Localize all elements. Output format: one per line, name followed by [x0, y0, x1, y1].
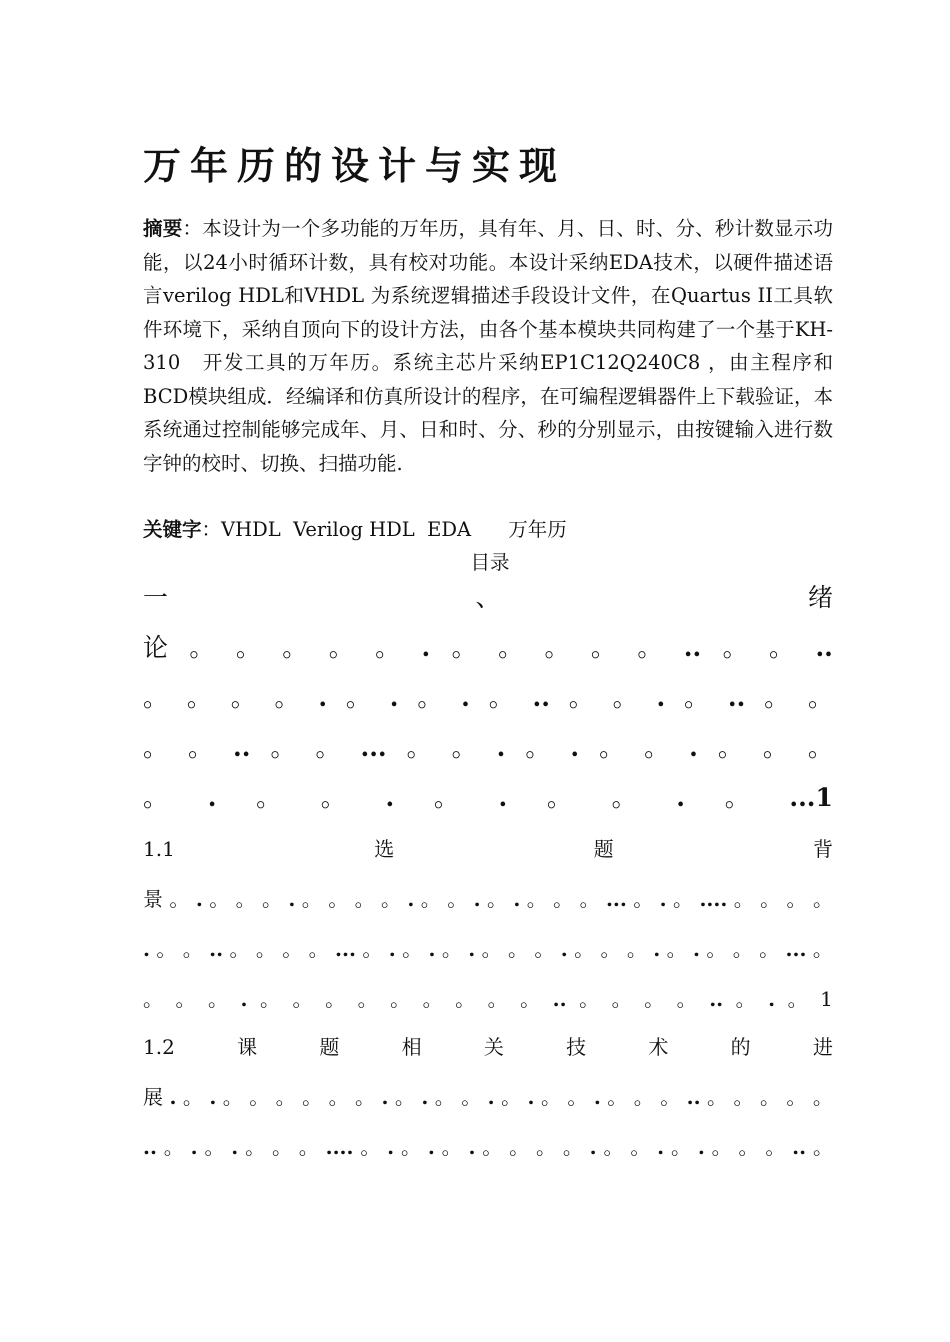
toc-line — [143, 728, 833, 768]
toc-token: 。 — [568, 683, 594, 712]
toc-token: 。 — [451, 633, 477, 662]
toc-token: 。 — [607, 1085, 628, 1109]
keywords-label: 关键字 — [143, 518, 202, 541]
toc-token: . — [697, 1135, 705, 1159]
toc-token: 展 — [143, 1085, 163, 1109]
toc-token: 。 — [394, 1085, 415, 1109]
toc-token: 。 — [301, 887, 322, 911]
toc-token: 。 — [599, 733, 625, 762]
toc-token: 。 — [169, 887, 190, 911]
toc-token: 。 — [298, 1135, 319, 1159]
toc-token: 。 — [574, 937, 595, 961]
toc-token: 。 — [626, 937, 647, 961]
toc-token: . — [427, 1135, 435, 1159]
toc-token: 。 — [562, 1135, 583, 1159]
toc-token: 。 — [786, 1085, 807, 1109]
toc-token: 的 — [730, 1035, 751, 1059]
toc-token: . — [768, 987, 776, 1011]
toc-token: .. — [233, 733, 251, 762]
toc-token: 。 — [666, 937, 687, 961]
toc-token: 。 — [540, 1085, 561, 1109]
toc-token: 。 — [487, 987, 508, 1011]
toc-token: .. — [792, 1135, 807, 1159]
toc-token: .. — [815, 633, 833, 662]
toc-token: 。 — [759, 1085, 780, 1109]
toc-token: 。 — [611, 987, 632, 1011]
toc-token: 。 — [209, 887, 230, 911]
abstract-label: 摘要 — [143, 217, 183, 240]
toc-token: 。 — [600, 937, 621, 961]
toc-title: 目录 — [470, 551, 510, 574]
toc-token: 。 — [707, 1085, 728, 1109]
toc-token: . — [560, 937, 568, 961]
toc-line — [143, 1130, 833, 1164]
toc-token: 。 — [567, 1085, 588, 1109]
toc-token: 论 — [143, 633, 169, 662]
toc-token: 背 — [812, 837, 833, 861]
toc-token: 。 — [357, 987, 378, 1011]
toc-token: .. — [686, 1085, 701, 1109]
toc-token: 。 — [759, 937, 780, 961]
toc-token: 。 — [274, 683, 300, 712]
toc-token: 。 — [590, 633, 616, 662]
toc-token: .. — [683, 633, 702, 662]
toc-token: 题 — [593, 837, 614, 861]
toc-token: 。 — [270, 733, 296, 762]
toc-token: . — [513, 887, 521, 911]
toc-token: 。 — [434, 1085, 455, 1109]
toc-token: 。 — [525, 733, 551, 762]
keywords-line — [143, 513, 567, 546]
keywords-separator: ： — [201, 518, 222, 541]
toc-token: 。 — [255, 937, 276, 961]
document-title: 万年历的设计与实现 — [143, 144, 567, 188]
toc-token: 。 — [143, 733, 169, 762]
toc-token: 。 — [355, 1085, 376, 1109]
toc-token: 。 — [420, 887, 441, 911]
toc-token: 。 — [684, 683, 710, 712]
toc-token: 。 — [143, 683, 169, 712]
abstract-text: 本设计为一个多功能的万年历，具有年、月、日、时、分、秒计数显示功能，以24小时循环计数，具有校对功能。本设计采纳EDA技术，以硬件描述语言verilog HDL和VHDL 为系统逻辑描述手段设计文件，在Quartus II工具软件环境下，采纳自顶向下的设计方法，由各个基本模块共同构建了一个基于KH-310 开发工具的万年历。系统主芯片采纳EP1C12Q240C8 ，由主程序和BCD模块组成．经编译和仿真所设计的程序，在可编程逻辑器件上下载验证，本系统通过控制能够完成年、月、日和时、分、秒的分别显示，由按键输入进行数字钟的校时、切换、扫描功能. — [143, 217, 833, 475]
toc-token: 。 — [315, 733, 341, 762]
toc-token: 。 — [249, 1085, 270, 1109]
toc-token: . — [318, 683, 328, 712]
toc-token: 。 — [676, 987, 697, 1011]
toc-token: .. — [727, 683, 746, 712]
toc-token: 。 — [441, 1135, 462, 1159]
toc-token: . — [288, 887, 296, 911]
toc-token: 。 — [422, 987, 443, 1011]
toc-token: 。 — [275, 1085, 296, 1109]
toc-token: 1 — [820, 987, 833, 1011]
toc-token: 。 — [235, 887, 256, 911]
toc-token: . — [527, 1085, 535, 1109]
toc-token: 。 — [229, 937, 250, 961]
toc-token: .. — [143, 1135, 157, 1159]
toc-token: 选 — [374, 837, 395, 861]
toc-token: 。 — [328, 1085, 349, 1109]
toc-token: 。 — [375, 633, 401, 662]
toc-token: . — [656, 683, 666, 712]
toc-token: . — [570, 733, 580, 762]
toc-token: . — [659, 887, 667, 911]
toc-token: 。 — [812, 887, 833, 911]
toc-token: 。 — [256, 783, 282, 812]
toc-token: 。 — [447, 887, 468, 911]
toc-token: 。 — [320, 783, 346, 812]
toc-token: 。 — [230, 683, 256, 712]
toc-token: 术 — [648, 1035, 669, 1059]
toc-line — [143, 578, 833, 618]
toc-line — [143, 678, 833, 718]
toc-token: 。 — [451, 733, 477, 762]
toc-token: . — [693, 937, 700, 961]
abstract-separator: ： — [182, 217, 203, 240]
toc-token: 。 — [302, 1085, 323, 1109]
toc-line — [143, 1030, 833, 1064]
toc-token: 。 — [660, 1085, 681, 1109]
toc-token: . — [407, 887, 415, 911]
toc-token: 。 — [633, 887, 654, 911]
toc-token: 。 — [402, 937, 423, 961]
toc-token: . — [389, 683, 399, 712]
toc-token: 。 — [611, 783, 637, 812]
toc-token: 。 — [786, 887, 807, 911]
toc-token: 。 — [455, 987, 476, 1011]
toc-token: 。 — [764, 683, 790, 712]
toc-token: 。 — [282, 633, 308, 662]
toc-token: 、 — [475, 583, 501, 612]
toc-token: . — [421, 633, 431, 662]
toc-token: . — [496, 733, 506, 762]
toc-token: 。 — [501, 1085, 522, 1109]
toc-token: 。 — [735, 987, 756, 1011]
toc-token: 。 — [603, 1135, 624, 1159]
toc-token: 。 — [732, 937, 753, 961]
toc-token: 。 — [328, 633, 354, 662]
toc-token: 。 — [507, 937, 528, 961]
toc-token: . — [385, 783, 395, 812]
toc-token: 。 — [787, 987, 808, 1011]
toc-token: 。 — [706, 937, 727, 961]
toc-token: 。 — [807, 683, 833, 712]
toc-token: 。 — [208, 987, 229, 1011]
toc-token: 。 — [362, 937, 383, 961]
toc-token: . — [190, 1135, 198, 1159]
toc-token: . — [657, 1135, 665, 1159]
toc-token: 课 — [237, 1035, 258, 1059]
toc-token: 。 — [308, 937, 329, 961]
toc-token: 。 — [762, 733, 788, 762]
toc-token: 。 — [235, 633, 261, 662]
toc-token: 相 — [401, 1035, 422, 1059]
toc-token: 。 — [630, 1135, 651, 1159]
toc-token: 。 — [360, 1135, 381, 1159]
toc-token: 。 — [417, 683, 443, 712]
toc-token: 。 — [535, 1135, 556, 1159]
toc-token: ... — [605, 887, 627, 911]
toc-token: . — [689, 733, 698, 762]
toc-token: . — [498, 783, 508, 812]
toc-token: 。 — [769, 633, 795, 662]
toc-token: 。 — [292, 987, 313, 1011]
toc-token: . — [231, 1135, 239, 1159]
toc-token: 。 — [143, 783, 169, 812]
toc-token: . — [468, 937, 476, 961]
toc-token: . — [209, 1085, 217, 1109]
toc-token: . — [653, 937, 661, 961]
toc-token: 。 — [488, 683, 514, 712]
toc-token: 绪 — [807, 583, 833, 612]
toc-token: 。 — [526, 887, 547, 911]
toc-token: 题 — [319, 1035, 340, 1059]
toc-token: . — [207, 783, 217, 812]
toc-line — [143, 778, 833, 818]
toc-token: 。 — [482, 1135, 503, 1159]
toc-token: 。 — [633, 1085, 654, 1109]
toc-token: 。 — [812, 937, 833, 961]
toc-token: . — [473, 887, 481, 911]
toc-token: 。 — [553, 887, 574, 911]
toc-token: 。 — [204, 1135, 225, 1159]
toc-token: . — [381, 1085, 389, 1109]
toc-token: . — [195, 887, 203, 911]
toc-token: 。 — [433, 783, 459, 812]
toc-token: 。 — [546, 783, 572, 812]
toc-token: 。 — [328, 887, 349, 911]
toc-token: 。 — [186, 683, 212, 712]
toc-token: . — [461, 683, 470, 712]
toc-token: 。 — [765, 1135, 786, 1159]
toc-token: 。 — [612, 683, 638, 712]
toc-token: 。 — [738, 1135, 759, 1159]
toc-token: 。 — [711, 1135, 732, 1159]
toc-token: 。 — [381, 887, 401, 911]
toc-line — [143, 1080, 833, 1114]
toc-token: 。 — [182, 1085, 203, 1109]
toc-token: ...1 — [789, 783, 833, 812]
toc-token: . — [240, 987, 248, 1011]
toc-token: 。 — [481, 937, 502, 961]
toc-token: . — [387, 1135, 395, 1159]
toc-token: .... — [699, 887, 728, 911]
toc-token: 。 — [498, 633, 524, 662]
toc-token: 。 — [486, 887, 507, 911]
toc-token: 。 — [345, 683, 371, 712]
toc-token: . — [468, 1135, 476, 1159]
toc-token: . — [169, 1085, 177, 1109]
toc-token: 。 — [637, 633, 663, 662]
toc-token: . — [388, 937, 396, 961]
toc-token: ... — [785, 937, 807, 961]
toc-line — [143, 882, 833, 916]
toc-token: 。 — [222, 1085, 243, 1109]
toc-token: 。 — [441, 937, 462, 961]
toc-token: 。 — [724, 783, 750, 812]
toc-token: 。 — [175, 987, 196, 1011]
toc-token: 。 — [354, 887, 375, 911]
toc-line — [143, 982, 833, 1016]
toc-token: 。 — [644, 733, 670, 762]
toc-token: 。 — [544, 633, 570, 662]
toc-token: 。 — [271, 1135, 292, 1159]
toc-token: .. — [209, 937, 224, 961]
toc-token: 。 — [262, 887, 282, 911]
toc-token: 一 — [143, 583, 169, 612]
toc-token: 。 — [188, 733, 214, 762]
toc-token: 。 — [182, 937, 203, 961]
toc-token: 。 — [143, 987, 163, 1011]
toc-token: 。 — [644, 987, 665, 1011]
toc-token: .... — [325, 1135, 354, 1159]
toc-token: ... — [360, 733, 387, 762]
toc-token: .. — [709, 987, 724, 1011]
toc-token: 1.2 — [143, 1035, 175, 1059]
toc-line — [143, 932, 833, 966]
toc-token: 。 — [509, 1135, 530, 1159]
toc-token: 进 — [812, 1035, 833, 1059]
toc-token: 。 — [520, 987, 541, 1011]
toc-token: 。 — [717, 733, 743, 762]
toc-token: 。 — [722, 633, 748, 662]
toc-token: 。 — [807, 733, 833, 762]
toc-token: . — [143, 937, 150, 961]
toc-token: 。 — [812, 1135, 833, 1159]
toc-token: 。 — [282, 937, 303, 961]
toc-token: 1.1 — [143, 837, 175, 861]
toc-token: . — [421, 1085, 429, 1109]
toc-token: 。 — [760, 887, 781, 911]
toc-token: 。 — [673, 887, 694, 911]
toc-token: 。 — [156, 937, 177, 961]
toc-token: 关 — [483, 1035, 504, 1059]
toc-token: . — [676, 783, 686, 812]
toc-token: 。 — [245, 1135, 266, 1159]
toc-token: 。 — [260, 987, 281, 1011]
toc-token: ... — [335, 937, 356, 961]
toc-line — [143, 832, 833, 866]
toc-token: .. — [532, 683, 550, 712]
toc-token: 。 — [579, 987, 600, 1011]
toc-token: 。 — [812, 1085, 833, 1109]
toc-token: . — [589, 1135, 597, 1159]
toc-token: 。 — [325, 987, 346, 1011]
toc-line — [143, 628, 833, 668]
toc-token: 。 — [461, 1085, 482, 1109]
toc-token: 。 — [189, 633, 215, 662]
toc-token: 。 — [390, 987, 411, 1011]
keywords-text: VHDL Verilog HDL EDA 万年历 — [221, 518, 567, 541]
toc-token: 景 — [143, 887, 163, 911]
toc-token: . — [487, 1085, 495, 1109]
toc-token: 。 — [163, 1135, 184, 1159]
toc-token: 。 — [406, 733, 432, 762]
abstract-paragraph — [143, 212, 833, 480]
toc-token: 。 — [534, 937, 555, 961]
toc-token: . — [428, 937, 436, 961]
toc-token: 。 — [733, 1085, 754, 1109]
toc-token: 技 — [566, 1035, 587, 1059]
toc-token: . — [593, 1085, 601, 1109]
toc-token: .. — [552, 987, 567, 1011]
toc-token: 。 — [670, 1135, 691, 1159]
toc-token: 。 — [579, 887, 600, 911]
toc-token: 。 — [733, 887, 754, 911]
toc-token: 。 — [400, 1135, 421, 1159]
